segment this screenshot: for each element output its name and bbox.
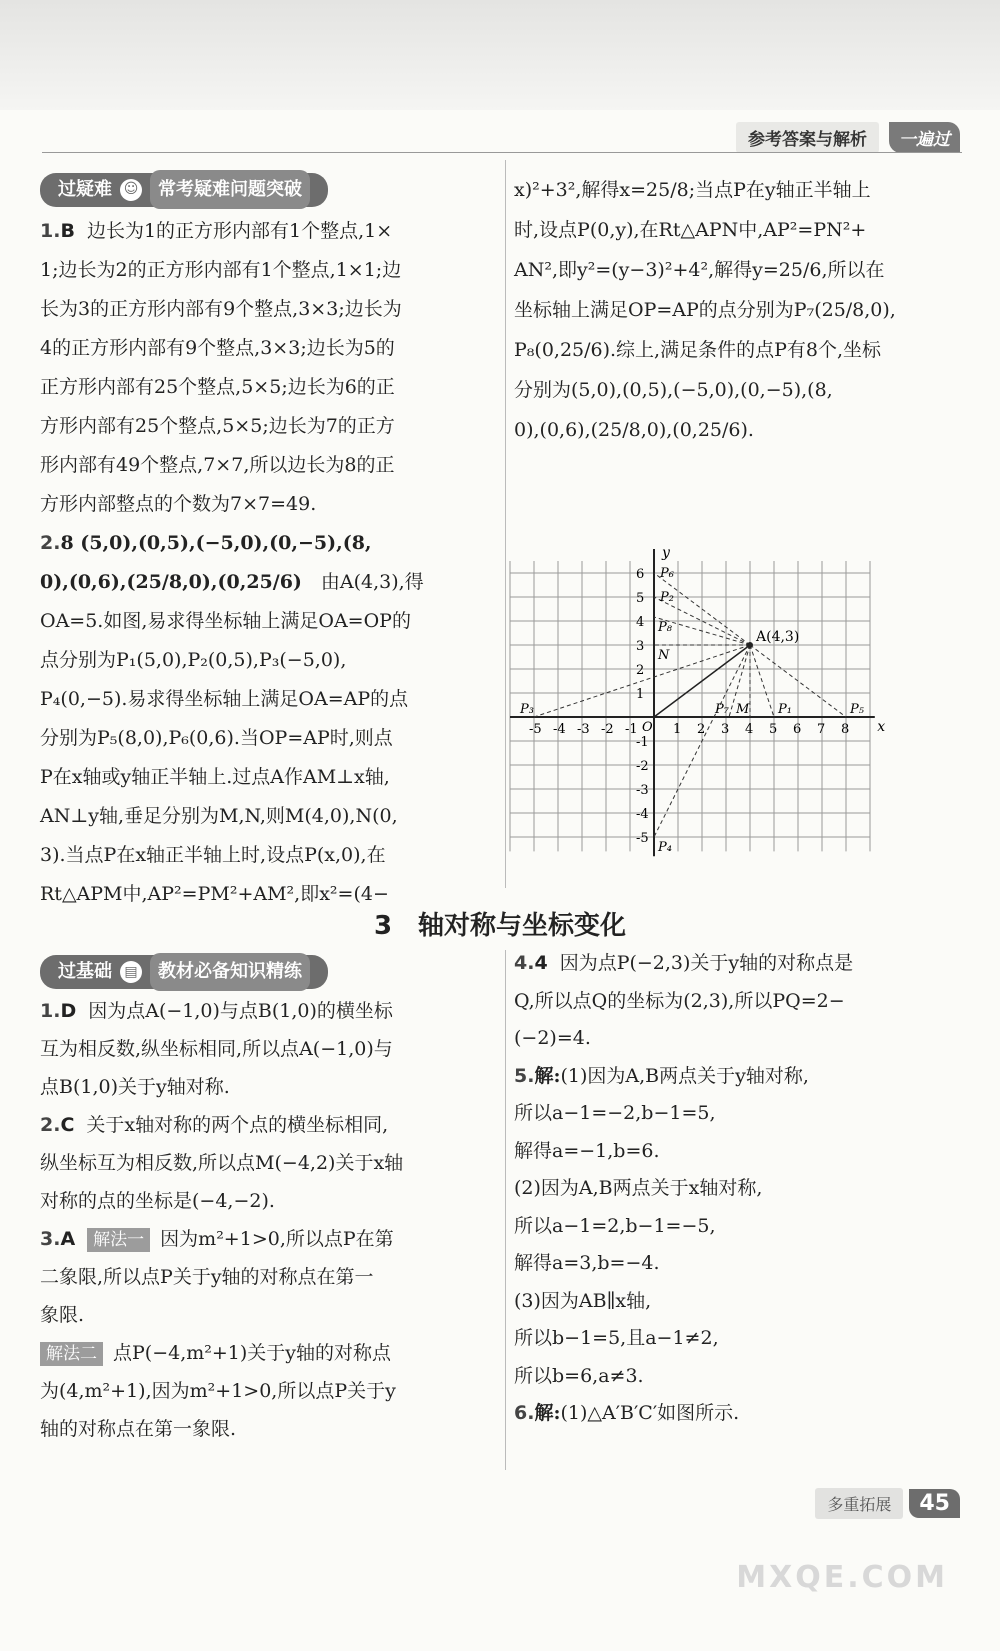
- x-axis-label: x: [877, 719, 886, 735]
- label-P1: P₁: [778, 702, 792, 717]
- banner-subtitle: 常考疑难问题突破: [150, 170, 310, 209]
- x-tick-label: 8: [841, 722, 850, 737]
- label-P4: P₄: [658, 840, 672, 855]
- y-tick-label: 4: [636, 615, 645, 630]
- text-line: 所以a−1=2,b−1=−5,: [514, 1214, 716, 1237]
- bottom-right-text: [514, 945, 960, 1433]
- y-axis-label: y: [662, 545, 670, 561]
- x-tick-label: -4: [553, 722, 566, 737]
- text-line: 长为3的正方形内部有9个整点,3×3;边长为: [40, 298, 402, 320]
- text-line: 2.8 (5,0),(0,5),(−5,0),(0,−5),(8,: [40, 532, 372, 554]
- text-line: 纵坐标互为相反数,所以点M(−4,2)关于x轴: [40, 1152, 404, 1174]
- text-line: 互为相反数,纵坐标相同,所以点A(−1,0)与: [40, 1038, 393, 1060]
- text-line: Rt△APM中,AP²=PM²+AM²,即x²=(4−: [40, 883, 389, 905]
- text-line: 0),(0,6),(25/8,0),(0,25/6) 由A(4,3),得: [40, 571, 424, 593]
- text-line: 4.4 因为点P(−2,3)关于y轴的对称点是: [514, 952, 854, 974]
- top-right-column: [514, 170, 960, 450]
- text-line: (−2)=4.: [514, 1027, 591, 1049]
- y-tick-label: 3: [636, 639, 645, 654]
- x-tick-label: -5: [529, 722, 542, 737]
- text-line: AN²,即y²=(y−3)²+4²,解得y=25/6,所以在: [514, 259, 885, 281]
- footer-label: 多重拓展: [815, 1488, 903, 1519]
- x-tick-label: 6: [793, 722, 802, 737]
- label-P3: P₃: [520, 702, 534, 717]
- watermark: MXQE.COM: [736, 1560, 948, 1595]
- x-tick-label: -1: [625, 722, 638, 737]
- text-line: 分别为P₅(8,0),P₆(0,6).当OP=AP时,则点: [40, 727, 393, 749]
- label-P7: P₇: [715, 702, 729, 717]
- banner-subtitle-2: 教材必备知识精练: [150, 953, 310, 991]
- text-line: (3)因为AB∥x轴,: [514, 1289, 652, 1312]
- text-line: 解得a=−1,b=6.: [514, 1139, 660, 1162]
- x-tick-label: 2: [697, 722, 706, 737]
- text-line: 2.C 关于x轴对称的两个点的横坐标相同,: [40, 1114, 389, 1136]
- text-line: 0),(0,6),(25/8,0),(0,25/6).: [514, 419, 754, 441]
- y-tick-label: -1: [636, 735, 649, 750]
- x-tick-label: 7: [817, 722, 826, 737]
- x-tick-label: 3: [721, 722, 730, 737]
- y-tick-label: 1: [636, 687, 645, 702]
- header-brand: 一遍过: [889, 122, 960, 153]
- text-line: 对称的点的坐标是(−4,−2).: [40, 1190, 275, 1212]
- top-left-column: [40, 170, 496, 914]
- x-tick-label: -2: [601, 722, 614, 737]
- banner-title: 过疑难: [58, 179, 112, 200]
- text-line: 3.A 解法一 因为m²+1>0,所以点P在第: [40, 1228, 394, 1250]
- top-right-text: [514, 170, 960, 450]
- text-line: 轴的对称点在第一象限.: [40, 1418, 237, 1440]
- text-line: Q,所以点Q的坐标为(2,3),所以PQ=2−: [514, 989, 845, 1012]
- text-line: 所以b=6,a≠3.: [514, 1364, 644, 1387]
- text-line: 正方形内部有25个整点,5×5;边长为6的正: [40, 376, 395, 398]
- label-P5: P₅: [850, 702, 864, 717]
- x-tick-label: -3: [577, 722, 590, 737]
- text-line: x)²+3²,解得x=25/8;当点P在y轴正半轴上: [514, 179, 871, 201]
- y-tick-label: -4: [636, 807, 649, 822]
- text-line: 3).当点P在x轴正半轴上时,设点P(x,0),在: [40, 844, 386, 866]
- banner-guojichu: [40, 955, 328, 989]
- book-icon: ▤: [120, 961, 142, 983]
- banner-guoyinan: [40, 173, 328, 207]
- column-divider-top: [505, 160, 506, 888]
- text-line: 二象限,所以点P关于y轴的对称点在第一: [40, 1266, 374, 1288]
- section-3-title: 3 轴对称与坐标变化: [373, 911, 627, 941]
- x-tick-label: 1: [673, 722, 682, 737]
- page-footer: [815, 1488, 960, 1519]
- student-face-icon: ☺: [120, 179, 142, 201]
- point-A-label: A(4,3): [756, 629, 800, 645]
- point-A: [747, 642, 753, 648]
- y-tick-label: -2: [636, 759, 649, 774]
- origin-label: O: [642, 720, 653, 735]
- dashed-segment: [750, 645, 774, 717]
- text-line: P₈(0,25/6).综上,满足条件的点P有8个,坐标: [514, 339, 882, 361]
- running-header: [736, 122, 960, 152]
- bottom-right-column: [514, 945, 960, 1433]
- label-P2: P₂: [660, 590, 674, 605]
- coordinate-graph: [520, 545, 902, 865]
- y-tick-label: -5: [636, 831, 649, 846]
- bottom-left-column: [40, 952, 496, 1448]
- bottom-left-text: [40, 992, 496, 1448]
- text-line: OA=5.如图,易求得坐标轴上满足OA=OP的: [40, 610, 411, 632]
- label-P6: P₆: [660, 566, 674, 581]
- text-line: 4的正方形内部有9个整点,3×3;边长为5的: [40, 337, 395, 359]
- text-line: 解得a=3,b=−4.: [514, 1252, 660, 1274]
- text-line: P₄(0,−5).易求得坐标轴上满足OA=AP的点: [40, 688, 409, 710]
- text-line: 1;边长为2的正方形内部有1个整点,1×1;边: [40, 259, 402, 281]
- header-rule: [42, 152, 962, 153]
- text-line: 所以b−1=5,且a−1≠2,: [514, 1327, 719, 1349]
- banner-title-2: 过基础: [58, 961, 112, 982]
- column-divider-bottom: [505, 950, 506, 1470]
- text-line: 所以a−1=−2,b−1=5,: [514, 1102, 716, 1124]
- y-tick-label: 2: [636, 663, 645, 678]
- x-tick-label: 4: [745, 722, 754, 737]
- text-line: 点分别为P₁(5,0),P₂(0,5),P₃(−5,0),: [40, 649, 347, 671]
- x-tick-label: 5: [769, 722, 778, 737]
- page-top-shadow: [0, 0, 1000, 110]
- text-line: 点B(1,0)关于y轴对称.: [40, 1076, 230, 1098]
- text-line: 1.B 边长为1的正方形内部有1个整点,1×: [40, 220, 393, 242]
- label-N: N: [658, 648, 670, 663]
- text-line: 1.D 因为点A(−1,0)与点B(1,0)的横坐标: [40, 1000, 393, 1022]
- label-P8: P₈: [658, 620, 672, 635]
- page-number: 45: [909, 1489, 960, 1518]
- header-section-label: 参考答案与解析: [736, 122, 879, 153]
- text-line: 方形内部整点的个数为7×7=49.: [40, 493, 317, 515]
- text-line: 5.解:(1)因为A,B两点关于y轴对称,: [514, 1064, 809, 1087]
- text-line: 分别为(5,0),(0,5),(−5,0),(0,−5),(8,: [514, 379, 833, 401]
- y-tick-label: 5: [636, 591, 645, 606]
- text-line: AN⊥y轴,垂足分别为M,N,则M(4,0),N(0,: [40, 805, 398, 827]
- text-line: P在x轴或y轴正半轴上.过点A作AM⊥x轴,: [40, 766, 390, 788]
- text-line: 形内部有49个整点,7×7,所以边长为8的正: [40, 454, 395, 476]
- top-left-text: [40, 212, 496, 914]
- text-line: 时,设点P(0,y),在Rt△APN中,AP²=PN²+: [514, 219, 867, 241]
- text-line: 坐标轴上满足OP=AP的点分别为P₇(25/8,0),: [514, 299, 896, 321]
- label-M: M: [736, 702, 750, 717]
- text-line: 6.解:(1)△A′B′C′如图所示.: [514, 1402, 740, 1424]
- text-line: 方形内部有25个整点,5×5;边长为7的正方: [40, 415, 395, 437]
- text-line: (2)因为A,B两点关于x轴对称,: [514, 1177, 763, 1199]
- text-line: 解法二 点P(−4,m²+1)关于y轴的对称点: [40, 1334, 496, 1372]
- y-tick-label: -3: [636, 783, 649, 798]
- text-line: 为(4,m²+1),因为m²+1>0,所以点P关于y: [40, 1380, 396, 1402]
- text-line: 象限.: [40, 1304, 85, 1326]
- y-tick-label: 6: [636, 567, 645, 582]
